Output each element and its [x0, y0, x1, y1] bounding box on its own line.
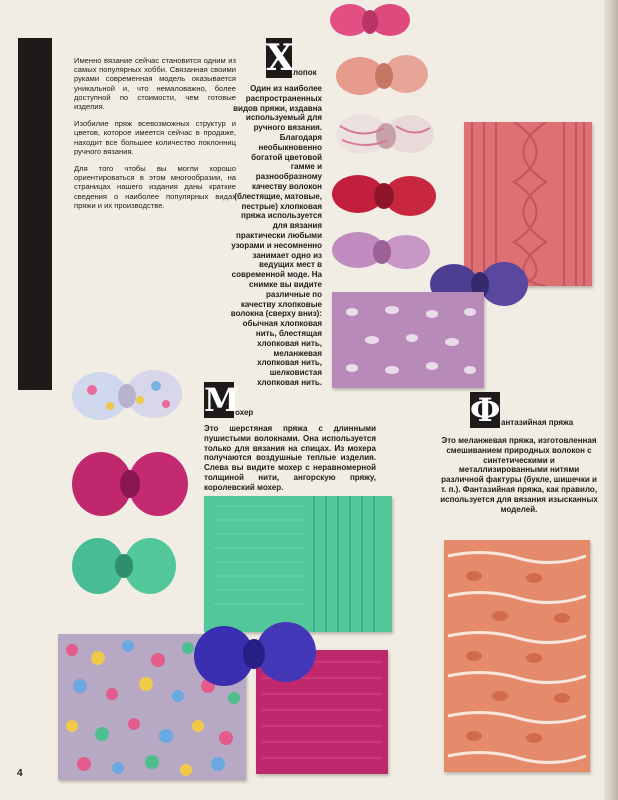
page-number: 4 — [17, 768, 23, 779]
fancy-heading — [470, 392, 573, 428]
mohair-bow-angora — [72, 452, 188, 516]
mohair-bow-uneven — [72, 370, 182, 420]
cotton-bow-plain — [330, 4, 410, 36]
fancy-initial: Ф — [470, 391, 501, 429]
fancy-yarn-swatch — [444, 540, 590, 772]
cotton-heading — [266, 38, 317, 78]
cotton-heading-text: лопок — [293, 68, 317, 77]
fancy-heading-text: антазийная пряжа — [501, 418, 574, 427]
cotton-bow-shiny — [336, 55, 428, 95]
cotton-bow-melange — [336, 114, 434, 154]
cotton-bow-red — [332, 175, 436, 216]
page-title: МОДНЫЕ ВИДЫ ПРЯЖИ — [20, 59, 50, 390]
intro-text — [74, 56, 236, 218]
mohair-initial: М — [204, 381, 240, 419]
mohair-bow-kid — [72, 538, 176, 594]
cotton-bow-silky — [332, 232, 430, 269]
intro-paragraph-3: Для того чтобы вы могли хорошо ориентироваться в этом многообразии, на страницах нашего издания даны краткие сведения о наиболее популярных видах пряжи и их производстве. — [74, 164, 236, 210]
lavender-lace-swatch — [332, 292, 484, 388]
mohair-text: Это шерстяная пряжа с длинными пушистыми волокнами. Она используется только для вязания на спицах. Из мохера получаются воздушные теплые изделия. Слева вы видите мохер с неравномерной толщиной нити, ангорскую пряжу, королевский мохер. — [204, 424, 376, 492]
mohair-yarn-bows — [70, 360, 190, 610]
cotton-text: Один из наиболее распространенных видов пряжи, издавна используемый для ручного вязания. Благодаря необыкновенно богатой цветовой гамме и разнообразному качеству волокон (блестящие, матовые, пестрые) хлопковая пряжа используется для вязания практически любыми узорами и несомненно занимает одно из ведущих мест в современной моде. На снимке вы видите различные по качеству хлопковые волокна (сверху вниз): обычная хлопковая нить, блестящая хлопковая нить, меланжевая хлопковая нить, шелковистая хлопковая нить. — [230, 84, 322, 387]
mohair-heading — [204, 382, 253, 418]
cotton-initial: Х — [266, 37, 294, 79]
fancy-text: Это меланжевая пряжа, изготовленная смешиванием природных волокон с синтетическими и металлизированными нитями различной фактуры (букле, шишечки и т. п.). Фантазийная пряжа, как правило, используется для вязания изысканных моделей. — [440, 436, 598, 514]
intro-paragraph-2: Изобилие пряж всевозможных структур и цветов, которое имеется сейчас в продаже, находит все большее количество поклонниц ручного вязания. — [74, 119, 236, 156]
intro-paragraph-1: Именно вязание сейчас становится одним из самых популярных хобби. Связанная своими руками современная модель оказывается уникальной и, что немаловажно, более доступной по стоимости, чем готовые изделия. — [74, 56, 236, 112]
mohair-heading-text: охер — [235, 408, 254, 417]
royal-mohair-bow — [190, 612, 320, 696]
page-edge — [604, 0, 618, 800]
